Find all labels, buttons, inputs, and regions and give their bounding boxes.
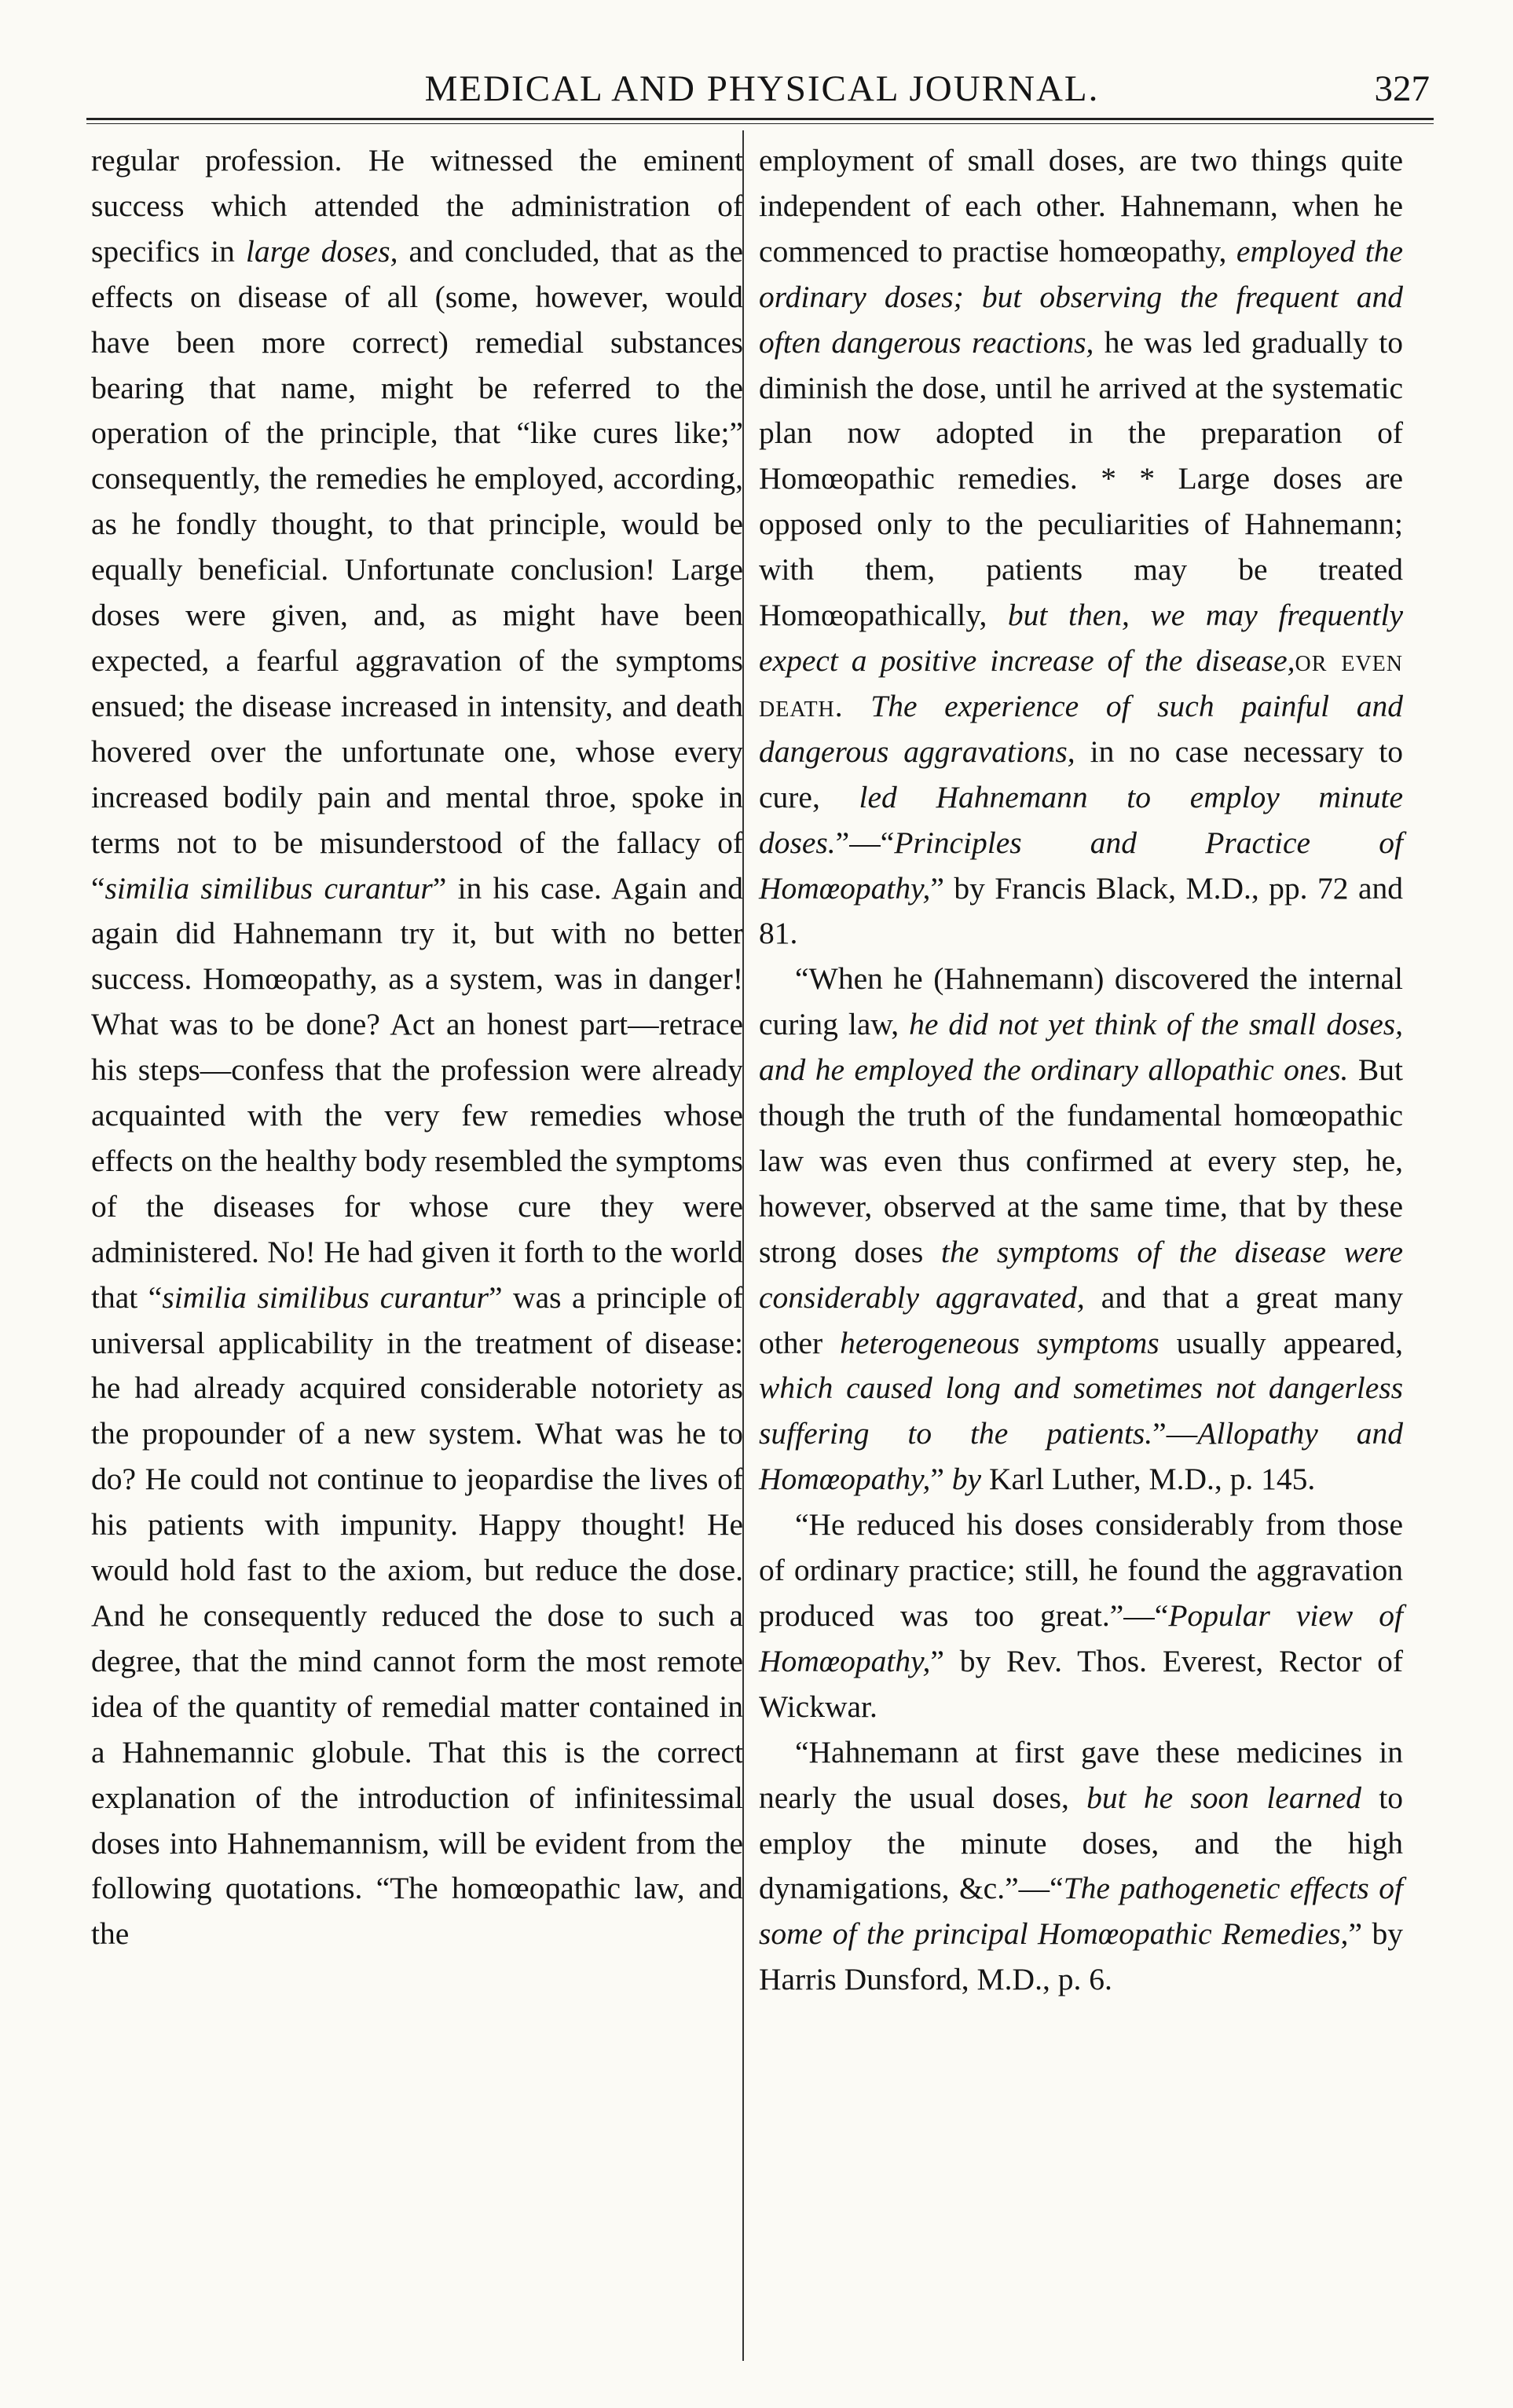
column-divider bbox=[742, 130, 744, 2361]
italic-text: the symptoms of the disease were considerably aggravated, bbox=[759, 1234, 1403, 1315]
text-run: ” was a principle of universal applicability in the treatment of disease: he had already acquired considerable notoriety as the propounder of a new system. What was he to do? He could not continue to jeopardise the lives of his patients with impunity. Happy thought! He would hold fast to the axiom, but reduce the dose. And he consequently reduced the dose to such a degree, that the mind cannot form the most remote idea of the quantity of remedial matter contained in a Hahnemannic globule. That this is the correct explanation of the introduction of infinitessimal doses into Hahnemannism, will be evident from the following quotations. “The homœopathic law, and the bbox=[91, 1279, 744, 1952]
header-rule bbox=[86, 118, 1434, 124]
paragraph bbox=[91, 138, 743, 1957]
paragraph bbox=[759, 1730, 1403, 2003]
small-caps-text: or even death. bbox=[759, 642, 1404, 723]
page-header bbox=[94, 61, 1430, 116]
page-number: 327 bbox=[1374, 68, 1430, 109]
italic-text: heterogeneous symptoms bbox=[840, 1325, 1159, 1360]
text-run: ”— bbox=[1152, 1416, 1198, 1451]
text-run: and that a great many other bbox=[759, 1279, 1404, 1360]
italic-text: by bbox=[951, 1462, 982, 1497]
italic-text: but he soon learned bbox=[1086, 1780, 1361, 1815]
text-run: ” by Francis Black, M.D., pp. 72 and 81. bbox=[759, 870, 1403, 951]
paragraph bbox=[759, 1502, 1403, 1730]
italic-text: large doses, bbox=[245, 233, 398, 269]
italic-text: which caused long and sometimes not dangerless suffering to the patients. bbox=[759, 1371, 1403, 1451]
text-run: “He reduced his doses considerably from those of ordinary practice; still, he found the aggravation produced was too great.”—“ bbox=[759, 1507, 1403, 1633]
running-title: MEDICAL AND PHYSICAL JOURNAL. bbox=[424, 68, 1100, 109]
italic-text: similia similibus curantur bbox=[162, 1279, 489, 1315]
italic-text: led Hahnemann to employ minute doses. bbox=[759, 779, 1403, 860]
italic-text: he did not yet think of the small doses, and he employed the ordinary allopathic ones. bbox=[759, 1007, 1403, 1088]
italic-text: Popular view of Homœopathy, bbox=[759, 1598, 1403, 1678]
text-run bbox=[844, 689, 871, 723]
text-run: Karl Luther, M.D., p. 145. bbox=[981, 1462, 1316, 1497]
italic-text: Allopathy and Homœopathy, bbox=[759, 1416, 1403, 1497]
text-run: in no case necessary to cure, bbox=[759, 734, 1403, 814]
text-run: “When he (Hahnemann) discovered the internal curing law, bbox=[759, 961, 1403, 1042]
text-run: to employ the minute doses, and the high dynamigations, &c.”—“ bbox=[759, 1780, 1404, 1906]
text-run: ” by Harris Dunsford, M.D., p. 6. bbox=[759, 1916, 1403, 1997]
italic-text: The experience of such painful and dangerous aggravations, bbox=[759, 688, 1404, 769]
left-column bbox=[91, 138, 743, 2369]
text-run: employment of small doses, are two things quite independent of each other. Hahnemann, when he commenced to practise homœopathy, bbox=[759, 143, 1403, 269]
text-run: ”—“ bbox=[835, 825, 895, 860]
text-run: regular profession. He witnessed the eminent success which attended the administration of specifics in bbox=[91, 143, 743, 269]
right-column bbox=[759, 138, 1403, 2369]
text-run: “Hahnemann at first gave these medicines in nearly the usual doses, bbox=[759, 1734, 1403, 1815]
text-run: ” by Rev. Thos. Everest, Rector of Wickwar. bbox=[759, 1643, 1403, 1724]
text-run: usually appeared, bbox=[1159, 1325, 1403, 1360]
paragraph bbox=[759, 138, 1403, 957]
italic-text: Principles and Practice of Homœopathy, bbox=[759, 825, 1403, 906]
text-run: ” bbox=[930, 1462, 952, 1497]
italic-text: The pathogenetic effects of some of the principal Homœopathic Remedies, bbox=[759, 1871, 1404, 1952]
italic-text: employed the ordinary doses; but observing the frequent and often dangerous reactions, bbox=[759, 233, 1403, 360]
paragraph bbox=[759, 957, 1403, 1502]
text-run: he was led gradually to diminish the dose, until he arrived at the systematic plan now adopted in the preparation of Homœopathic remedies. * * Large doses are opposed only to the peculiarities of Hahnemann; with them, patients may be treated Homœopathically, bbox=[759, 324, 1403, 633]
text-run: and concluded, that as the effects on disease of all (some, however, would have been more correct) remedial substances bearing that name, might be referred to the operation of the principle, that “like cures like;” consequently, the remedies he employed, according, as he fondly thought, to that principle, would be equally beneficial. Unfortunate conclusion! Large doses were given, and, as might have been expected, a fearful aggravation of the symptoms ensued; the disease increased in intensity, and death hovered over the unfortunate one, whose every increased bodily pain and mental throe, spoke in terms not to be misunderstood of the fallacy of “ bbox=[91, 233, 743, 906]
text-run: But though the truth of the fundamental homœopathic law was even thus confirmed at every step, he, however, observed at the same time, that by these strong doses bbox=[759, 1052, 1403, 1269]
italic-text: similia similibus curantur bbox=[104, 870, 433, 906]
italic-text: but then, we may frequently expect a positive increase of the disease, bbox=[759, 598, 1403, 678]
text-run: ” in his case. Again and again did Hahnemann try it, but with no better success. Homœopathy, as a system, was in danger! What was to be done? Act an honest part—retrace his steps—confess that the profession were already acquainted with the very few remedies whose effects on the healthy body resembled the symptoms of the diseases for whose cure they were administered. No! He had given it forth to the world that “ bbox=[91, 870, 743, 1315]
